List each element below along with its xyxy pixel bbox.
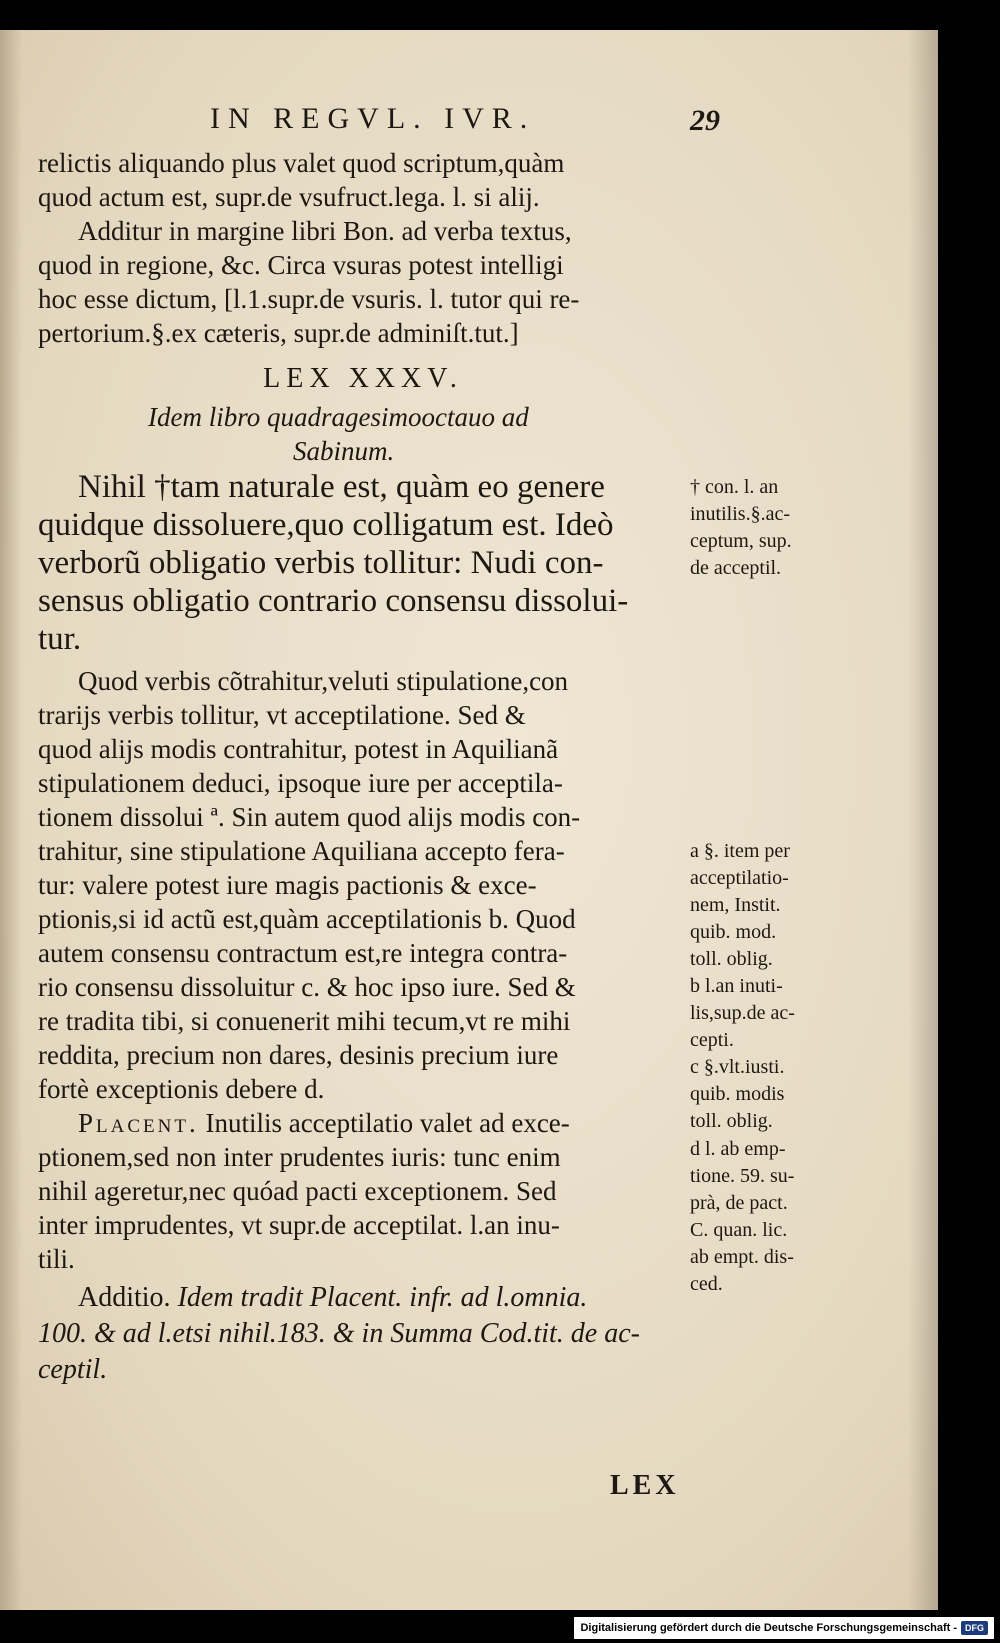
page-number: 29 [690,104,720,137]
text-line: ceptil. [38,1354,108,1385]
placent-label: Placent. [78,1108,199,1138]
text-line [38,1280,688,1316]
margin-line: a §. item per [690,840,790,862]
running-title: IN REGVL. IVR. [210,102,536,135]
margin-line: ceptum, sup. [690,530,792,552]
margin-line: cepti. [690,1029,734,1051]
text-line: 100. & ad l.etsi nihil.183. & in Summa Cod.tit. de ac- [38,1318,640,1349]
margin-line: prà, de pact. [690,1192,788,1214]
text-line: sensus obligatio contrario consensu dissolui- [38,583,629,619]
catchword: LEX [610,1470,680,1501]
text-line [38,1106,688,1140]
text-line: ptionem,sed non inter prudentes iuris: tunc enim [38,1142,561,1172]
lex-subtitle-line2: Sabinum. [293,436,395,466]
text-line: ptionis,si id actũ est,quàm acceptilationis b. Quod [38,904,576,934]
text-line: quod alijs modis contrahitur, potest in Aquilianã [38,734,559,764]
text-line: verborũ obligatio verbis tollitur: Nudi con- [38,545,604,581]
dfg-logo-icon: DFG [961,1621,988,1635]
page-edge-shadow [908,30,938,1610]
margin-line: nem, Instit. [690,894,781,916]
addendum-paragraph [38,214,688,350]
lex-subtitle-line1: Idem libro quadragesimooctauo ad [148,402,529,432]
additio-first-line: Idem tradit Placent. infr. ad l.omnia. [177,1282,588,1313]
margin-line: toll. oblig. [690,948,773,970]
margin-line: b l.an inuti- [690,975,783,997]
text-line: stipulationem deduci, ipsoque iure per acceptila- [38,768,563,798]
margin-note-d [690,1136,850,1298]
margin-line: † con. l. an [690,476,779,498]
page-gutter-shadow [0,30,22,1610]
text-line: rio consensu dissoluitur c. & hoc ipso iure. Sed & [38,972,576,1002]
margin-line: inutilis.§.ac- [690,503,790,525]
margin-line: C. quan. lic. [690,1219,788,1241]
text-line: relictis aliquando plus valet quod scriptum,quàm [38,148,565,178]
margin-note-b [690,973,850,1054]
text-line: re tradita tibi, si conuenerit mihi tecum,vt re mihi [38,1006,571,1036]
placent-first-line: Inutilis acceptilatio valet ad exce- [205,1108,570,1138]
margin-line: acceptilatio- [690,867,789,889]
text-line: tionem dissolui ª. Sin autem quod alijs modis con- [38,802,581,832]
margin-note-c [690,1054,850,1135]
margin-note-a [690,838,850,973]
margin-line: toll. oblig. [690,1110,773,1132]
additio-paragraph [38,1280,688,1388]
text-line: quidque dissoluere,quo colligatum est. Ideò [38,507,614,543]
text-line: Quod verbis cõtrahitur,veluti stipulatione,con [78,666,569,696]
main-text-column [38,146,688,1388]
gloss-paragraph [38,664,688,1106]
margin-line: quib. modis [690,1083,785,1105]
text-line: nihil ageretur,nec quóad pacti exceptionem. Sed [38,1176,557,1206]
margin-line: quib. mod. [690,921,777,943]
text-line: tur. [38,621,82,657]
text-line: pertorium.§.ex cæteris, supr.de adminiſt.tut.] [38,318,519,348]
text-line: trahitur, sine stipulatione Aquiliana accepto fera- [38,836,565,866]
lex-heading: LEX XXXV. [263,363,463,394]
text-line: quod in regione, &c. Circa vsuras potest intelligi [38,250,564,280]
digitization-credit [574,1617,994,1639]
book-page [0,30,938,1610]
lex-body [38,468,688,658]
margin-line: de acceptil. [690,557,782,579]
margin-note-dagger [690,474,850,582]
text-line: trarijs verbis tollitur, vt acceptilatione. Sed & [38,700,526,730]
additio-label: Additio. [78,1282,171,1313]
text-line: fortè exceptionis debere d. [38,1074,325,1104]
text-line: hoc esse dictum, [l.1.supr.de vsuris. l. tutor qui re- [38,284,580,314]
margin-line: lis,sup.de ac- [690,1002,795,1024]
text-line: quod actum est, supr.de vsufruct.lega. l. si alij. [38,182,540,212]
text-line: Nihil †tam naturale est, quàm eo genere [78,469,605,505]
margin-line: ab empt. dis- [690,1246,794,1268]
margin-line: tione. 59. su- [690,1165,795,1187]
continuation-paragraph [38,146,688,214]
text-line: reddita, precium non dares, desinis precium iure [38,1040,559,1070]
margin-line: d l. ab emp- [690,1138,786,1160]
placent-paragraph [38,1106,688,1276]
text-line: inter imprudentes, vt supr.de acceptilat. l.an inu- [38,1210,560,1240]
credit-text: Digitalisierung gefördert durch die Deutsche Forschungsgemeinschaft - [580,1622,957,1634]
text-line: autem consensu contractum est,re integra contra- [38,938,568,968]
margin-line: c §.vlt.iusti. [690,1056,785,1078]
text-line: tili. [38,1244,75,1274]
text-line: tur: valere potest iure magis pactionis & exce- [38,870,537,900]
text-line: Additur in margine libri Bon. ad verba textus, [78,216,572,246]
margin-line: ced. [690,1273,723,1295]
